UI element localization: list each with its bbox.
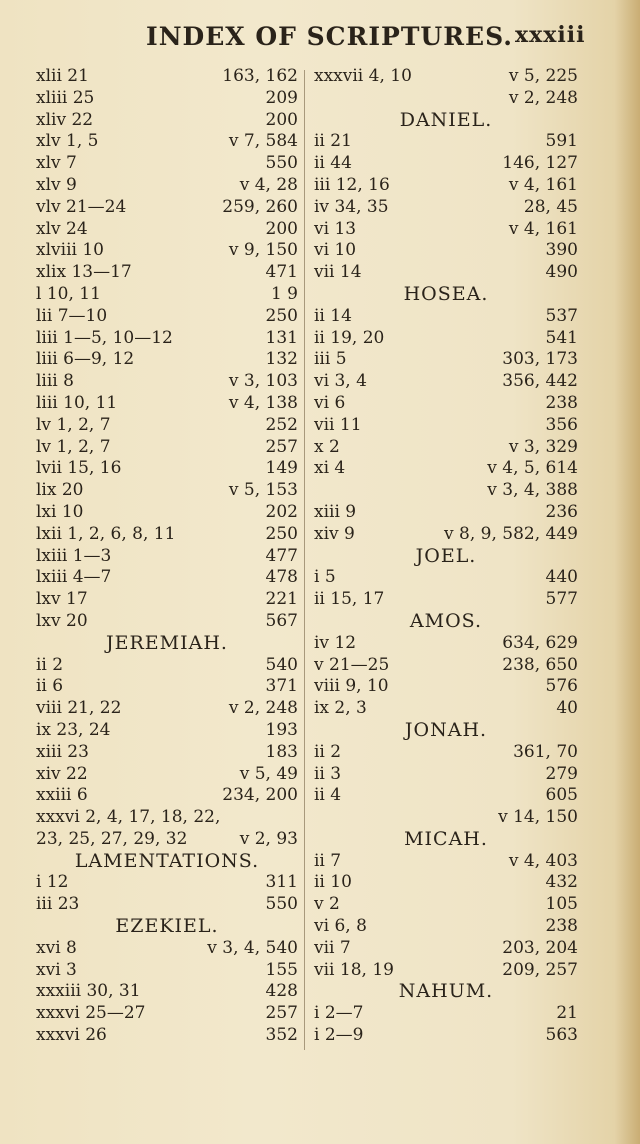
verse-reference: xlv 7 <box>36 153 77 174</box>
index-entry <box>36 502 298 524</box>
index-entry <box>314 197 578 219</box>
page-reference: 257 <box>265 1003 298 1024</box>
book-heading-text: EZEKIEL. <box>115 915 219 938</box>
page-reference: 605 <box>545 785 578 806</box>
verse-reference: xxxvii 4, 10 <box>314 66 412 86</box>
page-reference: 238, 650 <box>502 654 578 675</box>
page-reference: 105 <box>545 894 578 915</box>
verse-reference: i 2—9 <box>314 1025 364 1046</box>
verse-reference: ii 19, 20 <box>314 327 385 348</box>
index-entry <box>36 480 298 502</box>
verse-reference: liii 10, 11 <box>36 392 118 413</box>
index-entry <box>36 589 298 611</box>
page-reference: v 3, 4, 388 <box>487 480 578 501</box>
verse-reference: ii 6 <box>36 676 64 697</box>
verse-reference: ii 15, 17 <box>314 589 385 610</box>
verse-reference: xiv 9 <box>314 523 355 544</box>
verse-reference: viii 21, 22 <box>36 698 122 719</box>
index-entry <box>36 524 298 546</box>
verse-reference: vlv 21—24 <box>36 196 127 217</box>
page-reference: 440 <box>545 567 578 588</box>
page-reference: 356 <box>545 414 578 435</box>
index-entry <box>314 480 578 502</box>
book-heading <box>314 284 578 306</box>
index-entry <box>314 655 578 677</box>
index-entry <box>36 938 298 960</box>
index-entry <box>314 764 578 786</box>
page-reference: 390 <box>545 240 578 261</box>
verse-reference: lxv 17 <box>36 589 88 610</box>
index-entry <box>314 698 578 720</box>
index-entry <box>36 306 298 328</box>
verse-reference: ix 23, 24 <box>36 719 111 740</box>
verse-reference: vii 14 <box>314 262 362 283</box>
column-divider <box>304 70 305 1050</box>
index-entry <box>314 306 578 328</box>
page-reference: v 2, 93 <box>239 828 298 849</box>
book-heading-text: LAMENTATIONS. <box>74 849 260 872</box>
index-entry <box>36 66 298 88</box>
page-reference: v 5, 225 <box>508 66 578 86</box>
verse-reference: xxxvi 25—27 <box>36 1003 146 1024</box>
book-heading-text: JEREMIAH. <box>106 631 228 654</box>
index-entry <box>314 131 578 153</box>
verse-reference: lxiii 1—3 <box>36 545 112 566</box>
page-reference: 131 <box>265 327 298 348</box>
index-entry <box>36 1025 298 1047</box>
page-reference: 352 <box>265 1025 298 1046</box>
index-entry <box>314 371 578 393</box>
verse-reference: i 5 <box>314 567 336 588</box>
verse-reference: vi 6 <box>314 392 346 413</box>
index-entry <box>36 415 298 437</box>
page-reference: v 3, 103 <box>228 371 298 392</box>
page-reference: v 3, 4, 540 <box>207 937 298 958</box>
page-reference: 183 <box>265 741 298 762</box>
page-reference: 40 <box>556 698 578 719</box>
book-heading <box>314 720 578 742</box>
index-entry <box>314 676 578 698</box>
index-entry <box>314 916 578 938</box>
verse-reference: ii 21 <box>314 131 352 152</box>
verse-reference: l 10, 11 <box>36 283 101 304</box>
page-reference: 591 <box>545 131 578 152</box>
book-heading-text: JONAH. <box>404 718 488 741</box>
index-entry <box>36 240 298 262</box>
verse-reference: lxiii 4—7 <box>36 567 112 588</box>
verse-reference: v 2 <box>314 894 340 915</box>
index-entry <box>314 393 578 415</box>
index-entry <box>314 349 578 371</box>
page-reference: 149 <box>265 458 298 479</box>
page-reference: 576 <box>545 676 578 697</box>
index-entry <box>314 567 578 589</box>
index-entry <box>314 175 578 197</box>
page-reference: 200 <box>265 218 298 239</box>
page-reference: 250 <box>265 523 298 544</box>
page-reference: 303, 173 <box>502 349 578 370</box>
page-reference: v 4, 28 <box>239 174 298 195</box>
index-entry <box>314 785 578 807</box>
verse-reference: xi 4 <box>314 458 346 479</box>
index-entry <box>36 262 298 284</box>
verse-reference: x 2 <box>314 436 340 457</box>
verse-reference: xiv 22 <box>36 763 88 784</box>
index-entry <box>36 764 298 786</box>
verse-reference: xiii 23 <box>36 741 89 762</box>
book-heading <box>314 981 578 1003</box>
verse-reference: vi 6, 8 <box>314 916 367 937</box>
page-reference: v 9, 150 <box>228 240 298 261</box>
book-heading <box>314 546 578 568</box>
index-entry <box>36 807 298 829</box>
index-entry <box>36 872 298 894</box>
page-reference: v 2, 248 <box>228 698 298 719</box>
verse-reference: v 21—25 <box>314 654 390 675</box>
page-reference: 471 <box>265 262 298 283</box>
index-entry <box>314 88 578 110</box>
book-heading-text: AMOS. <box>409 609 483 632</box>
page-reference: 238 <box>545 916 578 937</box>
verse-reference: vii 7 <box>314 937 351 958</box>
verse-reference: xlv 1, 5 <box>36 131 99 152</box>
index-entry <box>36 720 298 742</box>
verse-reference: i 12 <box>36 872 69 893</box>
verse-reference: xxiii 6 <box>36 785 88 806</box>
page-reference: 252 <box>265 414 298 435</box>
index-entry <box>36 611 298 633</box>
page-reference: 202 <box>265 501 298 522</box>
page-reference: v 4, 5, 614 <box>487 458 578 479</box>
verse-reference: vii 11 <box>314 414 362 435</box>
verse-reference: xlviii 10 <box>36 240 104 261</box>
index-entry <box>36 458 298 480</box>
index-entry <box>314 153 578 175</box>
index-entry <box>314 851 578 873</box>
index-entry <box>314 437 578 459</box>
index-entry <box>36 88 298 110</box>
page-reference: 477 <box>265 545 298 566</box>
verse-reference: xlv 24 <box>36 218 88 239</box>
page-reference: 257 <box>265 436 298 457</box>
verse-reference: xliii 25 <box>36 87 95 108</box>
book-heading-text: NAHUM. <box>398 980 494 1003</box>
page-reference: 432 <box>545 872 578 893</box>
page-reference: 238 <box>545 392 578 413</box>
index-entry <box>36 219 298 241</box>
index-entry <box>314 589 578 611</box>
verse-reference: lxv 20 <box>36 610 88 631</box>
verse-reference: ii 2 <box>36 654 64 675</box>
index-entry <box>314 960 578 982</box>
verse-reference: ii 2 <box>314 741 342 762</box>
index-entry <box>314 66 578 88</box>
page-reference: 209, 257 <box>502 959 578 980</box>
page-reference: 234, 200 <box>222 785 298 806</box>
index-entry <box>314 807 578 829</box>
verse-reference: iii 12, 16 <box>314 174 390 195</box>
verse-reference: lii 7—10 <box>36 305 108 326</box>
page-reference: v 7, 584 <box>228 131 298 152</box>
index-entry <box>314 240 578 262</box>
verse-reference: viii 9, 10 <box>314 676 389 697</box>
page-reference: v 8, 9, 582, 449 <box>444 523 578 544</box>
page-reference: 236 <box>545 501 578 522</box>
page-reference: 163, 162 <box>222 66 298 86</box>
verse-reference: ii 44 <box>314 153 352 174</box>
index-entry <box>36 894 298 916</box>
page-reference: 563 <box>545 1025 578 1046</box>
index-entry <box>36 131 298 153</box>
index-entry <box>36 153 298 175</box>
page-reference: 311 <box>265 872 298 893</box>
page-reference: 428 <box>265 981 298 1002</box>
page-reference: 371 <box>265 676 298 697</box>
verse-reference: i 2—7 <box>314 1003 364 1024</box>
verse-reference: xvi 8 <box>36 937 77 958</box>
page-reference: 209 <box>265 87 298 108</box>
verse-reference: iii 23 <box>36 894 80 915</box>
right-column <box>314 66 578 1047</box>
verse-reference: ii 7 <box>314 850 342 871</box>
verse-reference: ix 2, 3 <box>314 698 367 719</box>
verse-reference: xxxvi 26 <box>36 1025 107 1046</box>
index-entry <box>314 1025 578 1047</box>
page-reference: 132 <box>265 349 298 370</box>
page-reference: v 4, 138 <box>228 392 298 413</box>
verse-reference: ii 4 <box>314 785 342 806</box>
page-reference: 634, 629 <box>502 632 578 653</box>
verse-reference: vi 10 <box>314 240 357 261</box>
page-reference: v 4, 161 <box>508 174 578 195</box>
book-heading-text: HOSEA. <box>403 282 489 305</box>
index-entry <box>36 981 298 1003</box>
page-reference: 361, 70 <box>513 741 578 762</box>
book-heading <box>314 829 578 851</box>
page-reference: 193 <box>265 719 298 740</box>
index-entry <box>36 960 298 982</box>
verse-reference: liii 1—5, 10—12 <box>36 327 173 348</box>
page-reference: v 5, 153 <box>228 480 298 501</box>
index-entry <box>36 676 298 698</box>
book-heading <box>314 110 578 132</box>
page-reference: 577 <box>545 589 578 610</box>
index-entry <box>36 1003 298 1025</box>
page-header <box>0 18 640 58</box>
index-entry <box>36 829 298 851</box>
verse-reference: xliv 22 <box>36 109 94 130</box>
page-reference: v 4, 161 <box>508 218 578 239</box>
page-reference: 356, 442 <box>502 371 578 392</box>
book-heading-text: JOEL. <box>415 544 477 567</box>
page-reference: v 14, 150 <box>498 807 578 828</box>
page-reference: 221 <box>265 589 298 610</box>
verse-reference: ii 14 <box>314 305 352 326</box>
verse-reference: ii 3 <box>314 763 342 784</box>
book-heading <box>36 633 298 655</box>
index-entry <box>314 458 578 480</box>
index-entry <box>314 633 578 655</box>
book-heading-text: MICAH. <box>404 827 488 850</box>
verse-reference: iv 34, 35 <box>314 196 389 217</box>
index-entry <box>36 393 298 415</box>
index-entry <box>36 328 298 350</box>
verse-reference: vi 13 <box>314 218 357 239</box>
verse-reference: liii 6—9, 12 <box>36 349 135 370</box>
index-entry <box>314 415 578 437</box>
verse-reference: lvii 15, 16 <box>36 458 122 479</box>
book-heading-text: DANIEL. <box>399 108 493 131</box>
book-heading <box>314 611 578 633</box>
verse-reference: lv 1, 2, 7 <box>36 436 111 457</box>
page-reference: 541 <box>545 327 578 348</box>
index-entry <box>314 502 578 524</box>
index-entry <box>314 894 578 916</box>
verse-reference: lxii 1, 2, 6, 8, 11 <box>36 523 176 544</box>
verse-reference: iii 5 <box>314 349 347 370</box>
left-column <box>36 66 298 1047</box>
page-reference: v 3, 329 <box>508 436 578 457</box>
page-reference: 279 <box>545 763 578 784</box>
verse-reference: vi 3, 4 <box>314 371 367 392</box>
index-entry <box>36 655 298 677</box>
page-reference: 567 <box>265 610 298 631</box>
page-reference: 550 <box>265 153 298 174</box>
page-reference: 490 <box>545 262 578 283</box>
verse-reference: lv 1, 2, 7 <box>36 414 111 435</box>
index-entry <box>314 872 578 894</box>
page-reference: 250 <box>265 305 298 326</box>
verse-reference: xvi 3 <box>36 959 77 980</box>
index-entry <box>36 546 298 568</box>
verse-reference: xlii 21 <box>36 66 89 86</box>
page-number: xxxiii <box>515 22 586 48</box>
index-entry <box>36 567 298 589</box>
verse-reference: xiii 9 <box>314 501 357 522</box>
index-entry <box>36 175 298 197</box>
page-reference: 21 <box>556 1003 578 1024</box>
index-entry <box>314 262 578 284</box>
page-reference: 537 <box>545 305 578 326</box>
index-entry <box>36 371 298 393</box>
verse-reference: lix 20 <box>36 480 84 501</box>
page-reference: 550 <box>265 894 298 915</box>
verse-reference: vii 18, 19 <box>314 959 394 980</box>
page-reference: 28, 45 <box>523 196 578 217</box>
verse-reference: xxxvi 2, 4, 17, 18, 22, <box>36 807 221 828</box>
page-reference: 478 <box>265 567 298 588</box>
index-entry <box>314 938 578 960</box>
page-reference: 155 <box>265 959 298 980</box>
index-entry <box>314 524 578 546</box>
page-reference: 259, 260 <box>222 196 298 217</box>
running-title: INDEX OF SCRIPTURES. <box>146 22 513 51</box>
page-reference: v 4, 403 <box>508 850 578 871</box>
book-heading <box>36 916 298 938</box>
verse-reference: lxi 10 <box>36 501 84 522</box>
index-entry <box>36 742 298 764</box>
page-reference: 200 <box>265 109 298 130</box>
verse-reference: liii 8 <box>36 371 74 392</box>
verse-reference: 23, 25, 27, 29, 32 <box>36 828 188 849</box>
page-reference: 146, 127 <box>502 153 578 174</box>
index-entry <box>36 785 298 807</box>
index-entry <box>36 698 298 720</box>
book-heading <box>36 851 298 873</box>
page-reference: v 5, 49 <box>239 763 298 784</box>
index-entry <box>314 328 578 350</box>
page-reference: 540 <box>265 654 298 675</box>
index-entry <box>314 742 578 764</box>
verse-reference: xxxiii 30, 31 <box>36 981 141 1002</box>
index-entry <box>36 437 298 459</box>
index-entry <box>36 110 298 132</box>
page-reference: v 2, 248 <box>508 87 578 108</box>
page-reference: 1 9 <box>270 283 298 304</box>
page-reference: 203, 204 <box>502 937 578 958</box>
index-entry <box>314 1003 578 1025</box>
verse-reference: xlix 13—17 <box>36 262 132 283</box>
verse-reference: iv 12 <box>314 632 357 653</box>
index-entry <box>36 284 298 306</box>
verse-reference: ii 10 <box>314 872 352 893</box>
index-entry <box>314 219 578 241</box>
index-entry <box>36 349 298 371</box>
index-entry <box>36 197 298 219</box>
verse-reference: xlv 9 <box>36 174 77 195</box>
